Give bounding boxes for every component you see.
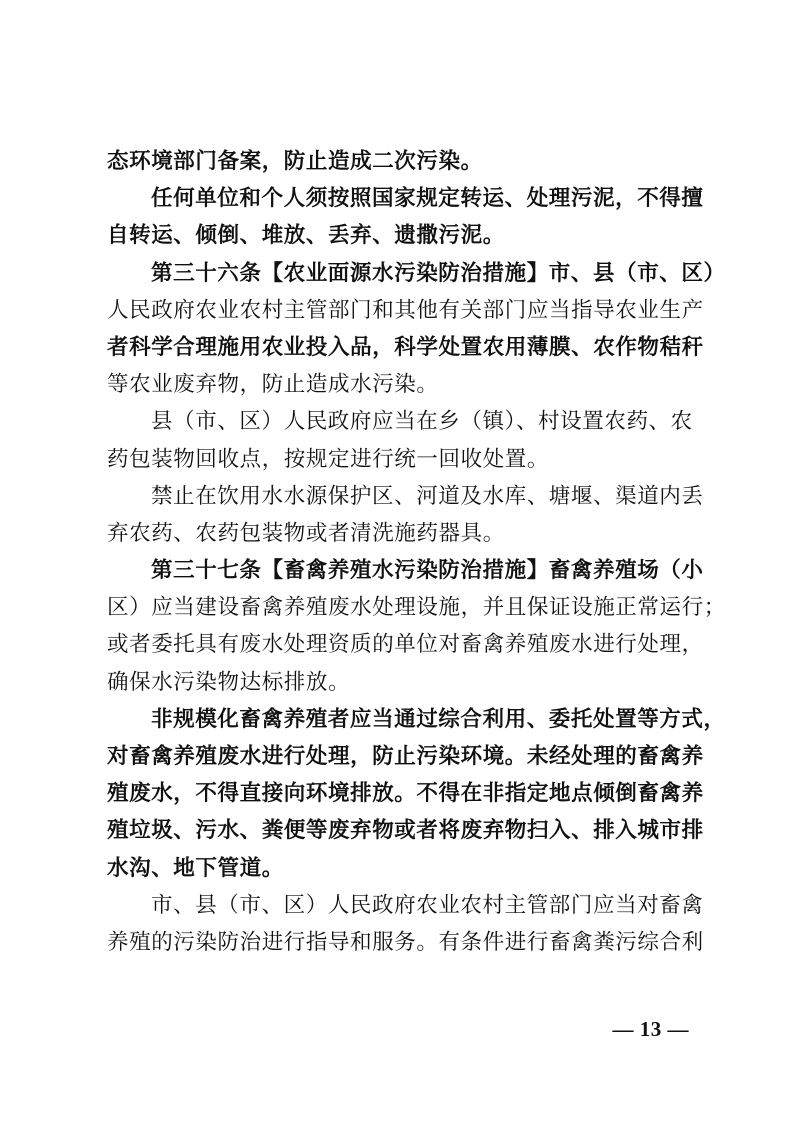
text-line: 非规模化畜禽养殖者应当通过综合利用、委托处置等方式， [151,706,726,732]
text-line: 殖垃圾、污水、粪便等废弃物或者将废弃物扫入、排入城市排 [107,818,704,844]
text-line: 等农业废弃物，防止造成水污染。 [107,372,439,398]
text-line: 药包装物回收点，按规定进行统一回收处置。 [107,446,550,472]
text-line: 区）应当建设畜禽养殖废水处理设施，并且保证设施正常运行； [107,595,726,621]
text-line: 水沟、地下管道。 [107,855,284,881]
body-text [107,143,726,961]
text-line: 县（市、区）人民政府应当在乡（镇）、村设置农药、农 [151,409,693,435]
article-37-heading: 第三十七条【畜禽养殖水污染防治措施】畜禽养殖场（小 [151,558,704,584]
article-36-heading: 第三十六条【农业面源水污染防治措施】市、县（市、区） [151,260,726,286]
text-line: 自转运、倾倒、堆放、丢弃、遗撒污泥。 [107,223,505,249]
text-line: 者科学合理施用农业投入品，科学处置农用薄膜、农作物秸秆 [107,334,704,360]
text-line: 禁止在饮用水水源保护区、河道及水库、塘堰、渠道内丢 [151,483,704,509]
text-line: 殖废水，不得直接向环境排放。不得在非指定地点倾倒畜禽养 [107,781,704,807]
text-line: 态环境部门备案，防止造成二次污染。 [107,149,483,174]
text-line: 养殖的污染防治进行指导和服务。有条件进行畜禽粪污综合利 [107,929,704,955]
text-line: 市、县（市、区）人民政府农业农村主管部门应当对畜禽 [151,892,704,918]
text-line: 任何单位和个人须按照国家规定转运、处理污泥，不得擅 [151,186,704,212]
text-line: 确保水污染物达标排放。 [107,669,351,695]
page-number: — 13 — [612,1017,689,1041]
text-line: 对畜禽养殖废水进行处理，防止污染环境。未经处理的畜禽养 [107,744,704,769]
text-line: 弃农药、农药包装物或者清洗施药器具。 [107,520,505,546]
text-line: 人民政府农业农村主管部门和其他有关部门应当指导农业生产 [107,297,704,323]
text-line: 或者委托具有废水处理资质的单位对畜禽养殖废水进行处理， [107,632,704,658]
